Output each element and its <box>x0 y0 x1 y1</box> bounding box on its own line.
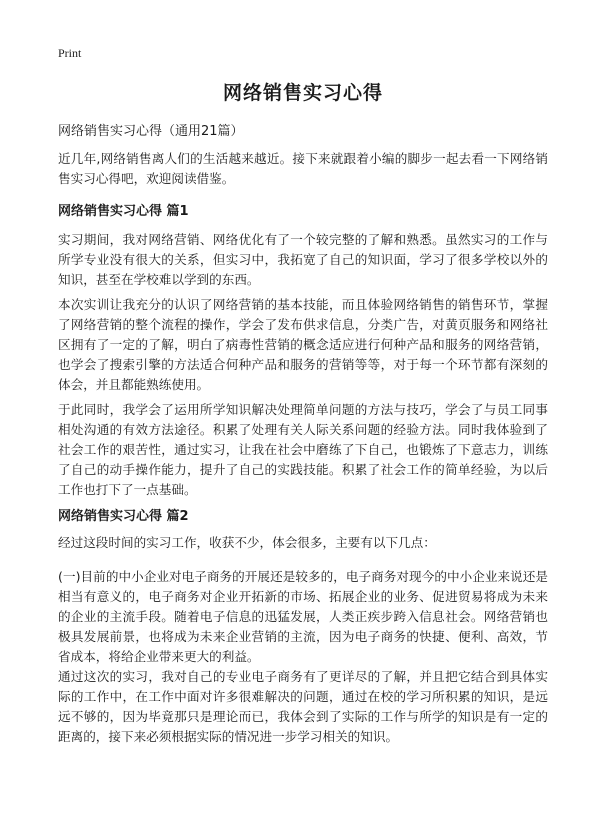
intro-paragraph: 近几年,网络销售离人们的生活越来越近。接下来就跟着小编的脚步一起去看一下网络销售实习心得吧，欢迎阅读借鉴。 <box>58 151 548 186</box>
document-subtitle: 网络销售实习心得（通用21篇） <box>58 124 244 139</box>
document-title: 网络销售实习心得 <box>222 82 383 104</box>
section-2-paragraph-1: 经过这段时间的实习工作，收获不少，体会很多，主要有以下几点： <box>58 535 436 550</box>
section-heading-2: 网络销售实习心得 篇2 <box>58 509 189 524</box>
section-heading-1: 网络销售实习心得 篇1 <box>58 204 189 219</box>
print-link[interactable]: Print <box>58 46 82 60</box>
section-1-paragraph-3: 于此同时，我学会了运用所学知识解决处理简单问题的方法与技巧，学会了与员工同事相处沟通的有效方法途径。积累了处理有关人际关系问题的经验方法。同时我体验到了社会工作的艰苦性，通过实习，让我在社会中磨练了下自己，也锻炼了下意志力，训练了自己的动手操作能力，提升了自己的实践技能。积累了社会工作的简单经验，为以后工作也打下了一点基础。 <box>58 402 548 497</box>
section-1-paragraph-1: 实习期间，我对网络营销、网络优化有了一个较完整的了解和熟悉。虽然实习的工作与所学专业没有很大的关系，但实习中，我拓宽了自己的知识面，学习了很多学校以外的知识，甚至在学校难以学到的东西。 <box>58 232 548 287</box>
section-1-paragraph-2: 本次实训让我充分的认识了网络营销的基本技能，而且体验网络销售的销售环节，掌握了网络营销的整个流程的操作，学会了发布供求信息，分类广告，对黄页服务和网络社区拥有了一定的了解，明白了病毒性营销的概念适应进行何种产品和服务的网络营销，也学会了搜索引擎的方法适合何种产品和服务的营销等等，对于每一个环节都有深刻的体会，并且都能熟练使用。 <box>58 297 548 392</box>
section-2-paragraph-2: (一)目前的中小企业对电子商务的开展还是较多的，电子商务对现今的中小企业来说还是相当有意义的，电子商务对企业开拓新的市场、拓展企业的业务、促进贸易将成为未来的企业的主流手段。随着电子信息的迅猛发展，人类正疾步跨入信息社会。网络营销也极具发展前景，也将成为未来企业营销的主流，因为电子商务的快捷、便利、高效，节省成本，将给企业带来更大的利益。 <box>58 569 548 664</box>
section-2-paragraph-3: 通过这次的实习，我对自己的专业电子商务有了更详尽的了解，并且把它结合到具体实际的工作中，在工作中面对许多很难解决的问题，通过在校的学习所积累的知识，是远远不够的，因为毕竟那只是理论而已，我体会到了实际的工作与所学的知识是有一定的距离的，接下来必须根据实际的情况进一步学习相关的知识。 <box>58 669 548 744</box>
